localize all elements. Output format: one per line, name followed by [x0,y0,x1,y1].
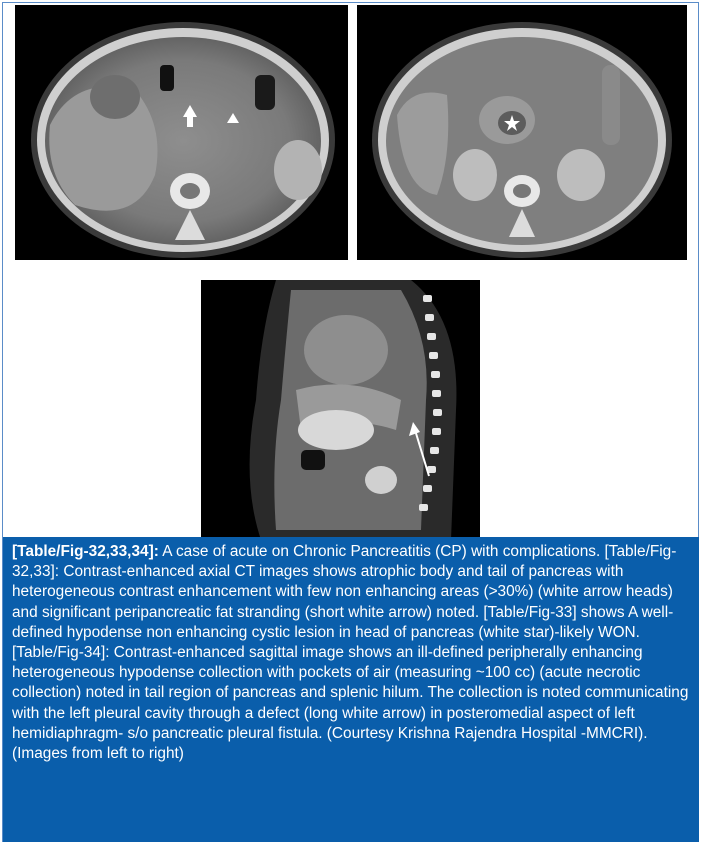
ct-axial-2-graphic [357,5,687,260]
ct-image-sagittal [201,280,480,540]
caption-figure-reference: [Table/Fig-32,33,34]: [12,543,159,560]
ct-sagittal-graphic [201,280,480,540]
caption-text: A case of acute on Chronic Pancreatitis (CP) with complications. [Table/Fig-32,33]: Contrast-enhanced axial CT images shows atrophic body and tail of pancreas with heterogeneous contrast enhancement with few non enhancing areas (>30%) (white arrow heads) and significant peripancreatic fat stranding (short white arrow) noted. [Table/Fig-33] shows A well-defined hypodense non enhancing cystic lesion in head of pancreas (white star)-likely WON. [Table/Fig-34]: Contrast-enhanced sagittal image shows an ill-defined peripherally enhancing heterogeneous hypodense collection with pockets of air (measuring ~100 cc) (acute necrotic collection) noted in tail region of pancreas and splenic hilum. The collection is noted communicating with the left pleural cavity through a defect (long white arrow) in posteromedial aspect of left hemidiaphragm- s/o pancreatic pleural fistula. (Courtesy Krishna Rajendra Hospital -MMCRI). (Images from left to right) [12,543,689,763]
figure-caption [3,537,699,842]
ct-image-axial-2 [357,5,687,260]
ct-image-axial-1 [15,5,348,260]
ct-axial-1-graphic [15,5,348,260]
